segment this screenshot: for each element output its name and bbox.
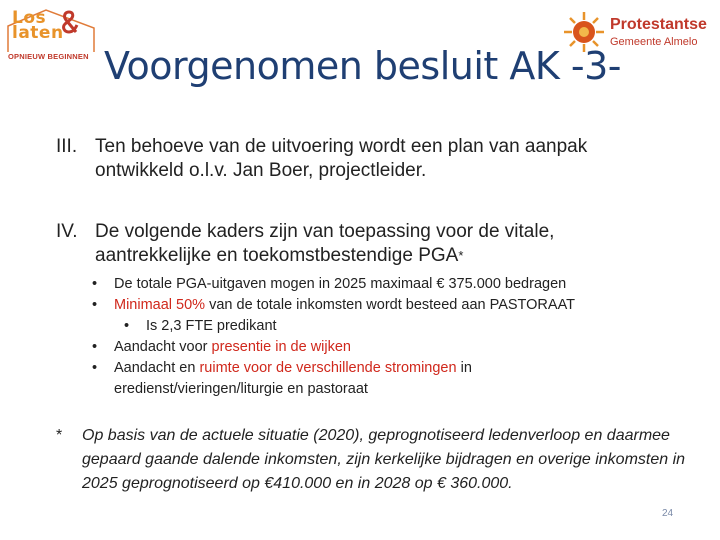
footnote-text: Op basis van de actuele situatie (2020), geprognotiseerd ledenverloop en daarmee gepaard gaande dalende inkomsten, zijn kerkelijke bijdragen en overige inkomsten in 2025 geprognotiseerd op €410.000 en in 2028 op € 360.000.: [82, 427, 686, 492]
logo-org-name: Protestantse: [610, 16, 707, 33]
bullet-dot-icon: •: [92, 339, 98, 355]
bullet-dot-icon: •: [92, 297, 98, 313]
kaders-bullet-list: [90, 274, 690, 400]
bullet-dot-icon: •: [92, 276, 98, 292]
bullet-item: • Minimaal 50% van de totale inkomsten wordt besteed aan PASTORAAT: [90, 295, 690, 316]
footnote-star: *: [56, 427, 63, 444]
logo-tagline: OPNIEUW BEGINNEN: [8, 52, 89, 61]
logo-org-sub: Gemeente Almelo: [610, 36, 698, 48]
item-number: III.: [56, 136, 78, 157]
bullet-item: • De totale PGA-uitgaven mogen in 2025 maximaal € 375.000 bedragen: [90, 274, 690, 295]
los-laten-logo: [6, 8, 96, 68]
logo-word-los: Los: [12, 8, 47, 28]
footnote-marker: *: [458, 248, 464, 263]
sub-bullet-item: • Is 2,3 FTE predikant: [90, 316, 690, 337]
page-number: 24: [662, 508, 674, 519]
item-text: Ten behoeve van de uitvoering wordt een plan van aanpak ontwikkeld o.l.v. Jan Boer, projectleider.: [95, 136, 588, 181]
logo-word-laten: laten: [12, 23, 64, 43]
bullet-continuation: eredienst/vieringen/liturgie en pastoraat: [114, 381, 368, 397]
bullet-dot-icon: •: [124, 318, 130, 334]
bullet-dot-icon: •: [92, 360, 98, 376]
bullet-item: • Aandacht en ruimte voor de verschillende stromingen in: [90, 358, 690, 379]
ampersand-icon: [60, 10, 82, 34]
bullet-item: • Aandacht voor presentie in de wijken: [90, 337, 690, 358]
item-text: De volgende kaders zijn van toepassing voor de vitale, aantrekkelijke en toekomstbestendige PGA*: [95, 221, 555, 266]
slide-title: Voorgenomen besluit AK -3-: [104, 44, 621, 88]
item-number: IV.: [56, 221, 78, 242]
